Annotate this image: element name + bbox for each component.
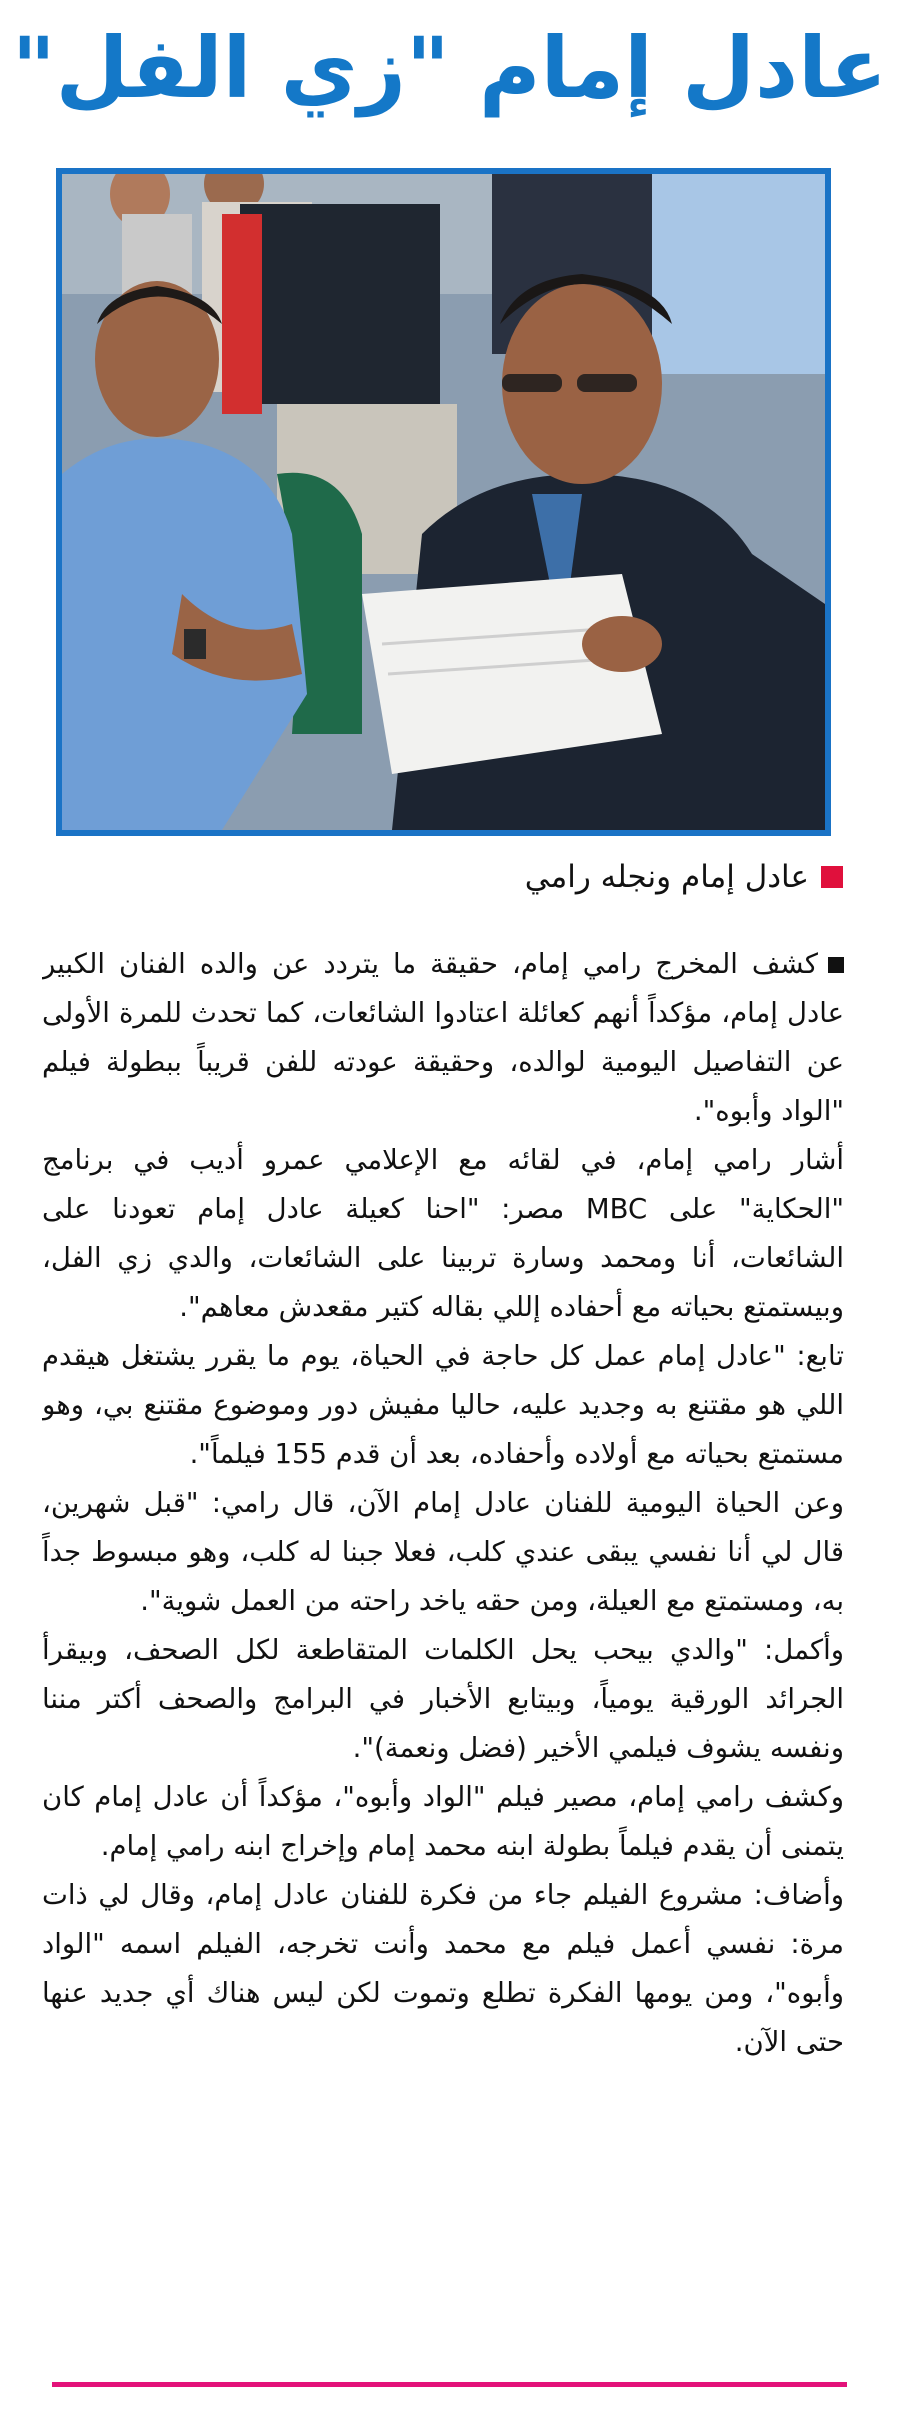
- bottom-divider: [52, 2382, 847, 2387]
- article-paragraph: تابع: "عادل إمام عمل كل حاجة في الحياة، يوم ما يقرر يشتغل هيقدم اللي هو مقتنع به وجديد عليه، حاليا مفيش دور وموضوع مقتنع بي، وهو مستمتع بحياته مع أولاده وأحفاده، بعد أن قدم 155 فيلماً".: [42, 1340, 844, 1470]
- article-paragraph: كشف المخرج رامي إمام، حقيقة ما يتردد عن والده الفنان الكبير عادل إمام، مؤكداً أنهم كعائلة اعتادوا الشائعات، كما تحدث للمرة الأولى عن التفاصيل اليومية لوالده، وحقيقة عودته للفن قريباً ببطولة فيلم "الواد وأبوه".: [42, 948, 844, 1127]
- article-paragraph: وكشف رامي إمام، مصير فيلم "الواد وأبوه"، مؤكداً أن عادل إمام كان يتمنى أن يقدم فيلماً بطولة ابنه محمد إمام وإخراج ابنه رامي إمام.: [42, 1781, 844, 1862]
- article-paragraph: وأضاف: مشروع الفيلم جاء من فكرة للفنان عادل إمام، وقال لي ذات مرة: نفسي أعمل فيلم مع محمد وأنت تخرجه، الفيلم اسمه "الواد وأبوه"، ومن يومها الفكرة تطلع وتموت لكن ليس هناك أي جديد عنها حتى الآن.: [42, 1879, 844, 2058]
- article-paragraph: وأكمل: "والدي بيحب يحل الكلمات المتقاطعة لكل الصحف، وبيقرأ الجرائد الورقية يومياً، وبيتابع الأخبار في البرامج والصحف أكتر مننا ونفسه يشوف فيلمي الأخير (فضل ونعمة)".: [42, 1634, 844, 1764]
- photo-illustration: [62, 174, 825, 830]
- article-photo: [56, 168, 831, 836]
- article-body: [42, 940, 844, 2372]
- photo-caption-text: عادل إمام ونجله رامي: [524, 859, 809, 895]
- article-paragraph: أشار رامي إمام، في لقائه مع الإعلامي عمرو أديب في برنامج "الحكاية" على MBC مصر: "احنا كعيلة عادل إمام تعودنا على الشائعات، أنا ومحمد وسارة تربينا على الشائعات، والدي زي الفل، وبيستمتع بحياته مع أحفاده إللي بقاله كتير مقعدش معاهم".: [42, 1144, 844, 1323]
- photo-caption: [525, 852, 843, 902]
- article-paragraph: وعن الحياة اليومية للفنان عادل إمام الآن، قال رامي: "قبل شهرين، قال لي أنا نفسي يبقى عندي كلب، فعلا جبنا له كلب، وهو مبسوط جداً به، ومستمتع مع العيلة، ومن حقه ياخد راحته من العمل شوية".: [42, 1487, 844, 1617]
- bullet-icon: [828, 957, 844, 973]
- headline: عادل إمام "زي الفل": [11, 19, 888, 117]
- caption-marker-icon: [821, 866, 843, 888]
